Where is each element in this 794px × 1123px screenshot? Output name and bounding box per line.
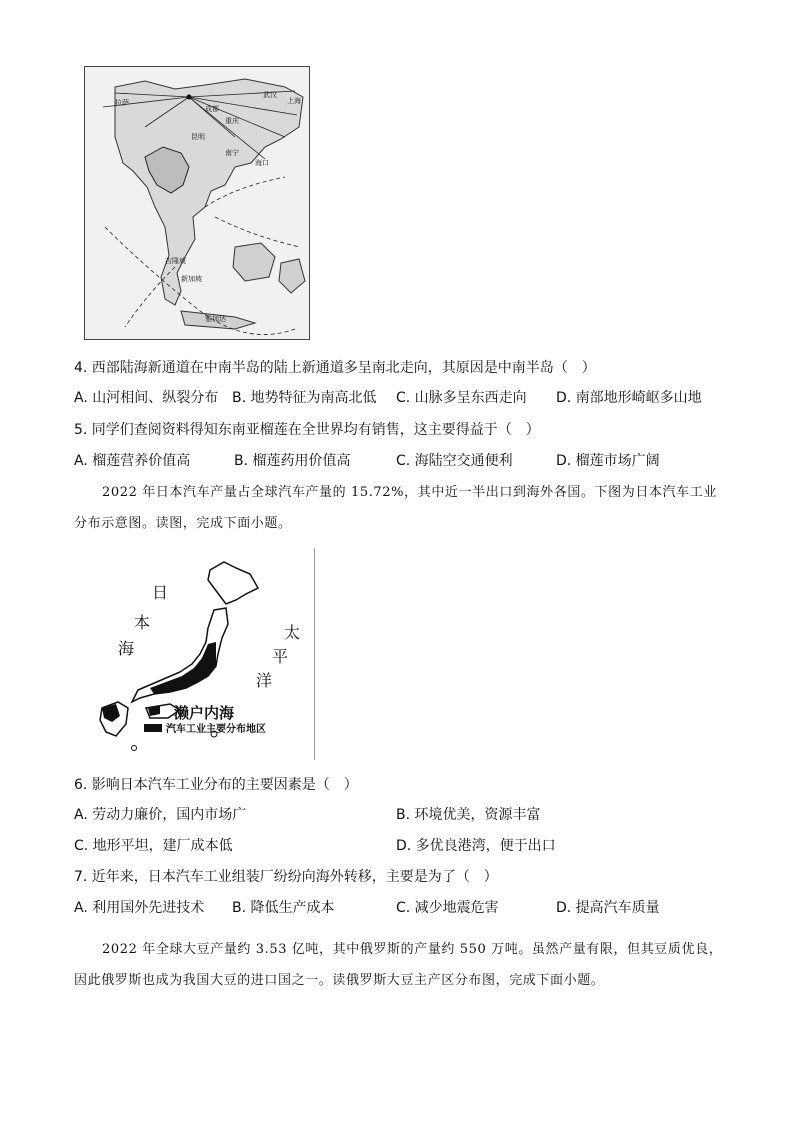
label-haikou: 海口 <box>255 159 269 167</box>
q4-option-a[interactable]: A. 山河相间、纵裂分布 <box>74 390 219 406</box>
q4-option-d[interactable]: D. 南部地形崎岖多山地 <box>556 390 702 406</box>
question-5-stem: 5. 同学们查阅资料得知东南亚榴莲在全世界均有销售，这主要得益于（ ） <box>74 422 540 438</box>
legend-swatch <box>144 724 162 732</box>
corridor-map-graphic <box>85 67 309 339</box>
q5-option-d[interactable]: D. 榴莲市场广阔 <box>556 453 660 469</box>
q4-option-c[interactable]: C. 山脉多呈东西走向 <box>396 390 527 406</box>
question-4-stem: 4. 西部陆海新通道在中南半岛的陆上新通道多呈南北走向，其原因是中南半岛（ ） <box>74 360 596 376</box>
label-chongqing: 重庆 <box>225 117 239 125</box>
label-kunming: 昆明 <box>191 133 205 141</box>
japan-intro-line-1: 2022 年日本汽车产量占全球汽车产量的 15.72%，其中近一半出口到海外各国。下图为日本汽车工业 <box>102 485 717 500</box>
q5-option-b[interactable]: B. 榴莲药用价值高 <box>234 453 351 469</box>
q7-option-a[interactable]: A. 利用国外先进技术 <box>74 900 205 916</box>
label-kuala-lumpur: 吉隆坡 <box>165 257 186 265</box>
sea-of-japan-char-3: 海 <box>118 639 135 658</box>
southeast-asia-corridor-map <box>84 66 310 340</box>
q6-option-a[interactable]: A. 劳动力廉价，国内市场广 <box>74 807 247 823</box>
pacific-char-1: 太 <box>284 623 301 642</box>
pacific-char-3: 洋 <box>256 671 273 690</box>
label-wuhan: 武汉 <box>263 91 277 99</box>
label-jakarta: 雅加达 <box>205 315 226 323</box>
label-singapore: 新加坡 <box>181 275 202 283</box>
q6-option-b[interactable]: B. 环境优美，资源丰富 <box>396 807 541 823</box>
q6-option-d[interactable]: D. 多优良港湾，便于出口 <box>396 838 556 854</box>
japan-auto-industry-map <box>90 548 316 760</box>
question-7-stem: 7. 近年来，日本汽车工业组装厂纷纷向海外转移，主要是为了（ ） <box>74 869 498 885</box>
q4-option-b[interactable]: B. 地势特征为南高北低 <box>232 390 377 406</box>
q6-option-c[interactable]: C. 地形平坦，建厂成本低 <box>74 838 233 854</box>
q7-option-d[interactable]: D. 提高汽车质量 <box>556 900 660 916</box>
sea-of-japan-char-1: 日 <box>152 583 169 602</box>
legend-label: 汽车工业主要分布地区 <box>166 724 266 735</box>
pacific-char-2: 平 <box>272 647 289 666</box>
japan-intro-line-2: 分布示意图。读图，完成下面小题。 <box>74 516 292 531</box>
q7-option-c[interactable]: C. 减少地震危害 <box>396 900 499 916</box>
label-chengdu: 成都 <box>205 105 219 113</box>
question-6-stem: 6. 影响日本汽车工业分布的主要因素是（ ） <box>74 777 358 793</box>
japan-map-graphic <box>90 548 316 760</box>
q7-option-b[interactable]: B. 降低生产成本 <box>232 900 335 916</box>
russia-intro-line-1: 2022 年全球大豆产量约 3.53 亿吨，其中俄罗斯的产量约 550 万吨。虽然产量有限，但其豆质优良， <box>102 942 723 957</box>
seto-inland-sea-label: 濑户内海 <box>174 704 235 722</box>
label-lhasa: 拉萨 <box>115 99 129 107</box>
q5-option-c[interactable]: C. 海陆空交通便利 <box>396 453 513 469</box>
label-shanghai: 上海 <box>287 97 301 105</box>
sea-of-japan-char-2: 本 <box>134 613 151 632</box>
figure-divider <box>314 548 315 760</box>
russia-intro-line-2: 因此俄罗斯也成为我国大豆的进口国之一。读俄罗斯大豆主产区分布图，完成下面小题。 <box>74 973 605 988</box>
q5-option-a[interactable]: A. 榴莲营养价值高 <box>74 453 191 469</box>
label-nanning: 南宁 <box>225 149 239 157</box>
